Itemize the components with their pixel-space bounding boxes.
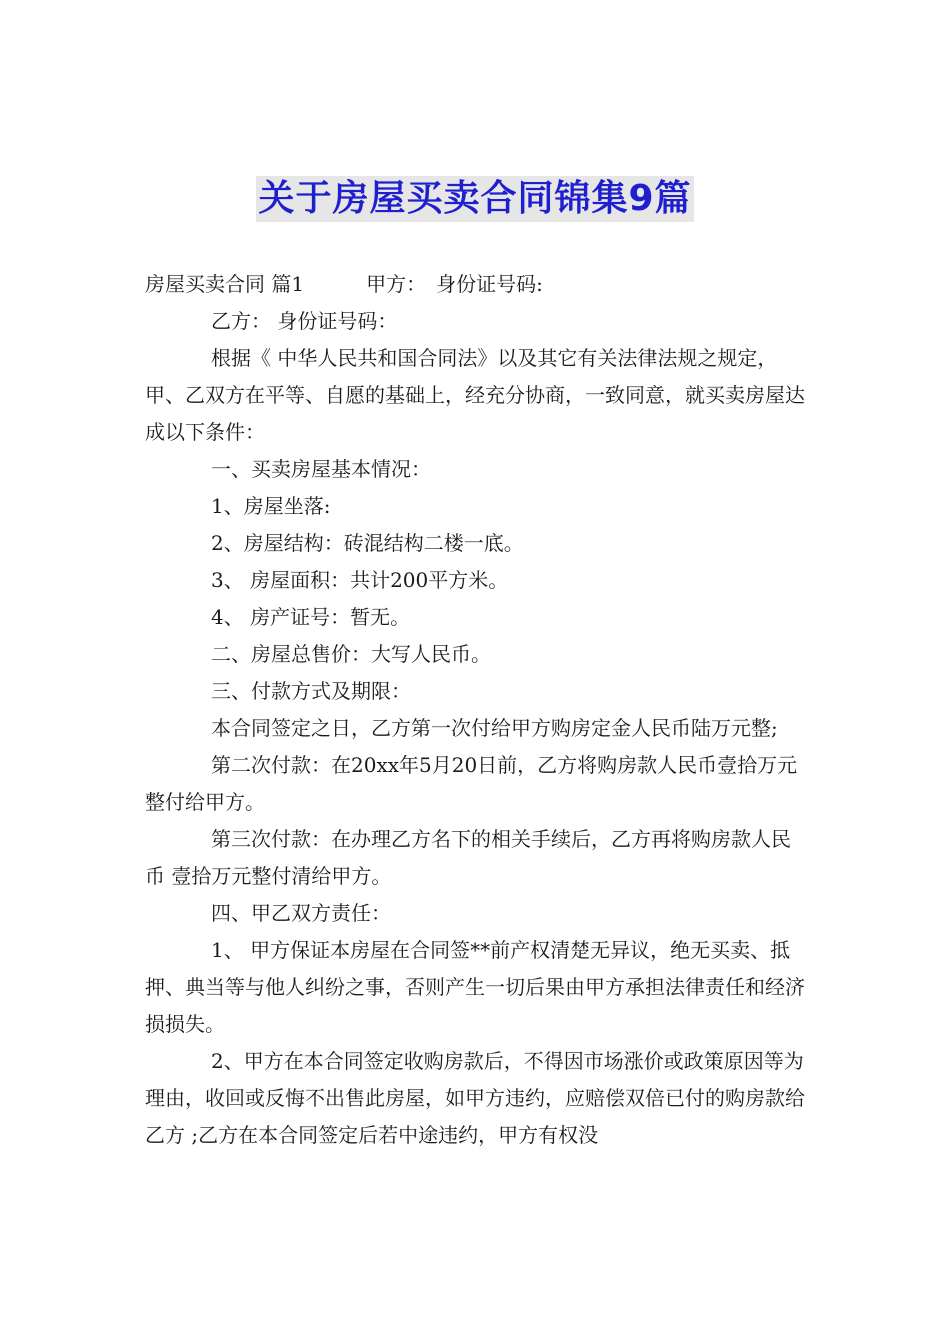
list-item: 1、房屋坐落: — [211, 494, 331, 518]
party-a-id-label: 身份证号码: — [436, 272, 543, 296]
paragraph-responsibility-1: 1、 甲方保证本房屋在合同签**前产权清楚无异议，绝无买卖、抵押、典当等与他人纠纷之事，否则产生一切后果由甲方承担法律责任和经济损损失。 — [145, 938, 805, 1036]
paragraph-first-payment: 本合同签定之日，乙方第一次付给甲方购房定金人民币陆万元整; — [211, 716, 778, 740]
list-item: 4、 房产证号：暂无。 — [211, 605, 411, 629]
paragraph-third-payment: 第三次付款：在办理乙方名下的相关手续后，乙方再将购房款人民币 壹拾万元整付清给甲方。 — [145, 827, 791, 888]
title-container — [0, 176, 950, 222]
paragraph-preamble: 根据《 中华人民共和国合同法》以及其它有关法律法规之规定，甲、乙双方在平等、自愿的基础上，经充分协商，一致同意，就买卖房屋达成以下条件： — [145, 346, 805, 444]
section-heading-3: 三、付款方式及期限： — [211, 679, 411, 703]
list-item: 2、房屋结构：砖混结构二楼一底。 — [211, 531, 524, 555]
list-item: 3、 房屋面积：共计200平方米。 — [211, 568, 509, 592]
section-heading-4: 四、甲乙双方责任： — [211, 901, 391, 925]
document-title: 关于房屋买卖合同锦集9篇 — [256, 176, 693, 222]
section-heading-1: 一、买卖房屋基本情况： — [211, 457, 431, 481]
paragraph-responsibility-2: 2、甲方在本合同签定收购房款后，不得因市场涨价或政策原因等为理由，收回或反悔不出售此房屋，如甲方违约，应赔偿双倍已付的购房款给乙方 ;乙方在本合同签定后若中途违约，甲方有权没 — [145, 1049, 805, 1147]
paragraph-second-payment: 第二次付款：在20xx年5月20日前，乙方将购房款人民币壹拾万元整付给甲方。 — [145, 753, 798, 814]
party-b-line: 乙方： 身份证号码： — [211, 309, 398, 333]
section-heading-2: 二、房屋总售价：大写人民币。 — [211, 642, 491, 666]
header-line — [145, 266, 810, 303]
document-body — [145, 266, 810, 1154]
party-a-label: 甲方： — [366, 272, 427, 296]
contract-heading: 房屋买卖合同 篇1 — [145, 272, 305, 296]
